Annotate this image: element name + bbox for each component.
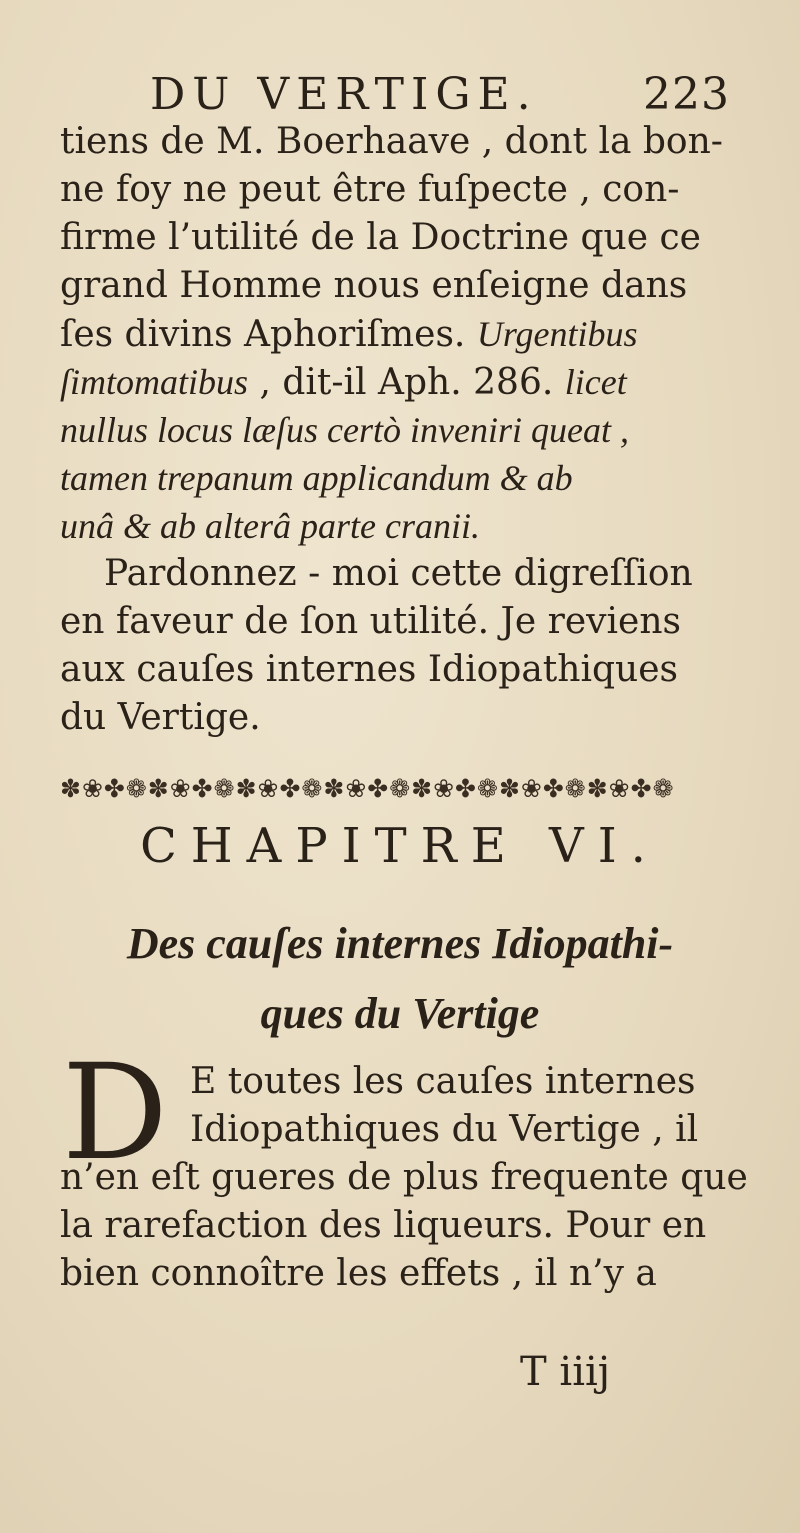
text-line: aux cauſes internes Idiopathiques [60, 649, 678, 690]
text-line: Pardonnez - moi cette digreſſion [104, 553, 693, 594]
text-line: bien connoître les effets , il n’y a [60, 1253, 657, 1294]
latin-quote: ſimtomatibus [60, 362, 249, 402]
text-line: Idiopathiques du Vertige , il [190, 1109, 699, 1150]
paragraph-boerhaave [60, 118, 740, 550]
chapter-subtitle-line1: Des cauſes internes Idiopathi- [126, 919, 674, 968]
floral-ornament-icon: ✽❀✤❁✽❀✤❁✽❀✤❁✽❀✤❁✽❀✤❁✽❀✤❁✽❀✤❁ [60, 774, 675, 803]
text-line: n’en eſt gueres de plus frequente que [60, 1157, 748, 1198]
running-head [150, 70, 730, 120]
text-line: ne foy ne peut être fuſpecte , con- [60, 169, 680, 210]
page-number: 223 [643, 69, 730, 120]
paragraph-rarefaction [60, 1154, 748, 1298]
text-line: E toutes les cauſes internes [190, 1061, 696, 1102]
latin-quote-line: unâ & ab alterâ parte cranii. [60, 506, 480, 546]
drop-cap: D [62, 1036, 168, 1190]
paragraph-digression [60, 550, 740, 742]
text-line: en faveur de ſon utilité. Je reviens [60, 601, 681, 642]
text-line: tiens de M. Boerhaave , dont la bon- [60, 121, 723, 162]
latin-quote: Urgentibus [476, 314, 638, 354]
text-line: grand Homme nous enſeigne dans [60, 265, 688, 306]
signature-mark: T iiij [520, 1349, 611, 1395]
text-line: du Vertige. [60, 697, 261, 738]
latin-quote-line: nullus locus læſus certò inveniri queat , [60, 410, 629, 450]
text-line: firme l’utilité de la Doctrine que ce [60, 217, 701, 258]
latin-quote: licet [564, 362, 627, 402]
chapter-subtitle-line2: ques du Vertige [260, 989, 540, 1038]
chapter-heading: CHAPITRE VI. [140, 818, 660, 874]
text-line: ſes divins Aphoriſmes. Urgentibus [60, 314, 638, 355]
running-head-title: DU VERTIGE. [150, 69, 538, 120]
drop-cap-lines [190, 1058, 740, 1154]
text-line: ſimtomatibus , dit-il Aph. 286. licet [60, 362, 627, 403]
text-line: la rarefaction des liqueurs. Pour en [60, 1205, 707, 1246]
latin-quote-line: tamen trepanum applicandum & ab [60, 458, 573, 498]
